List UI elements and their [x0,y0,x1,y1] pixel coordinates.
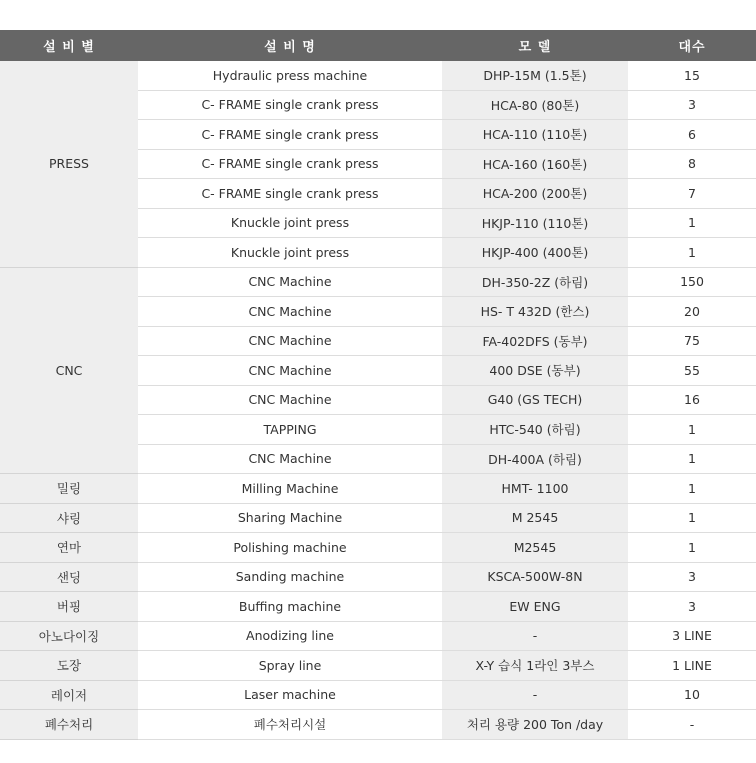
equipment-name-cell: CNC Machine [138,297,442,327]
category-cell: 도장 [0,651,138,681]
category-cell: 폐수처리 [0,710,138,740]
equipment-name-cell: Buffing machine [138,592,442,622]
table-header [0,30,756,61]
header-category: 설 비 별 [0,30,138,61]
model-cell: 400 DSE (동부) [442,356,628,386]
count-cell: 3 [628,562,756,592]
header-row [0,30,756,61]
table-body [0,61,756,739]
equipment-name-cell: Sharing Machine [138,503,442,533]
table-row [0,562,756,592]
category-cell: 버핑 [0,592,138,622]
model-cell: HKJP-400 (400톤) [442,238,628,268]
equipment-name-cell: CNC Machine [138,326,442,356]
model-cell: HKJP-110 (110톤) [442,208,628,238]
count-cell: 3 LINE [628,621,756,651]
model-cell: G40 (GS TECH) [442,385,628,415]
count-cell: 1 [628,238,756,268]
count-cell: 1 LINE [628,651,756,681]
count-cell: 150 [628,267,756,297]
equipment-name-cell: CNC Machine [138,444,442,474]
model-cell: EW ENG [442,592,628,622]
category-cell: 샤링 [0,503,138,533]
table-row [0,592,756,622]
count-cell: 75 [628,326,756,356]
model-cell: HCA-80 (80톤) [442,90,628,120]
table-row [0,267,756,297]
equipment-name-cell: C- FRAME single crank press [138,179,442,209]
table-row [0,61,756,90]
category-cell: 아노다이징 [0,621,138,651]
table-row [0,710,756,740]
model-cell: DHP-15M (1.5톤) [442,61,628,90]
model-cell: M2545 [442,533,628,563]
model-cell: - [442,680,628,710]
category-cell: 밀링 [0,474,138,504]
table-row [0,533,756,563]
equipment-table [0,30,756,740]
table-row [0,651,756,681]
table-row [0,503,756,533]
category-cell: CNC [0,267,138,474]
header-count: 대수 [628,30,756,61]
model-cell: DH-350-2Z (하림) [442,267,628,297]
count-cell: 16 [628,385,756,415]
count-cell: 1 [628,444,756,474]
count-cell: 3 [628,90,756,120]
model-cell: HCA-200 (200톤) [442,179,628,209]
header-equipment-name: 설 비 명 [138,30,442,61]
equipment-name-cell: Polishing machine [138,533,442,563]
equipment-name-cell: Laser machine [138,680,442,710]
model-cell: HCA-160 (160톤) [442,149,628,179]
equipment-name-cell: CNC Machine [138,385,442,415]
model-cell: X-Y 습식 1라인 3부스 [442,651,628,681]
model-cell: 처리 용량 200 Ton /day [442,710,628,740]
category-cell: PRESS [0,61,138,267]
category-cell: 레이저 [0,680,138,710]
count-cell: 6 [628,120,756,150]
model-cell: KSCA-500W-8N [442,562,628,592]
count-cell: 1 [628,474,756,504]
table-row [0,621,756,651]
equipment-name-cell: 폐수처리시설 [138,710,442,740]
equipment-name-cell: Hydraulic press machine [138,61,442,90]
equipment-name-cell: CNC Machine [138,267,442,297]
count-cell: 20 [628,297,756,327]
equipment-name-cell: TAPPING [138,415,442,445]
model-cell: HTC-540 (하림) [442,415,628,445]
category-cell: 연마 [0,533,138,563]
equipment-name-cell: Spray line [138,651,442,681]
count-cell: 1 [628,533,756,563]
category-cell: 샌딩 [0,562,138,592]
equipment-name-cell: Knuckle joint press [138,238,442,268]
count-cell: 1 [628,208,756,238]
model-cell: DH-400A (하림) [442,444,628,474]
equipment-name-cell: C- FRAME single crank press [138,90,442,120]
model-cell: HMT- 1100 [442,474,628,504]
count-cell: 1 [628,415,756,445]
table-row [0,474,756,504]
equipment-name-cell: Milling Machine [138,474,442,504]
model-cell: HS- T 432D (한스) [442,297,628,327]
model-cell: HCA-110 (110톤) [442,120,628,150]
count-cell: 1 [628,503,756,533]
equipment-name-cell: Sanding machine [138,562,442,592]
model-cell: - [442,621,628,651]
count-cell: 15 [628,61,756,90]
count-cell: 8 [628,149,756,179]
header-model: 모 델 [442,30,628,61]
count-cell: 7 [628,179,756,209]
model-cell: FA-402DFS (동부) [442,326,628,356]
equipment-name-cell: C- FRAME single crank press [138,149,442,179]
equipment-name-cell: Anodizing line [138,621,442,651]
table-row [0,680,756,710]
equipment-name-cell: Knuckle joint press [138,208,442,238]
equipment-name-cell: C- FRAME single crank press [138,120,442,150]
model-cell: M 2545 [442,503,628,533]
count-cell: 3 [628,592,756,622]
count-cell: - [628,710,756,740]
count-cell: 10 [628,680,756,710]
equipment-name-cell: CNC Machine [138,356,442,386]
count-cell: 55 [628,356,756,386]
